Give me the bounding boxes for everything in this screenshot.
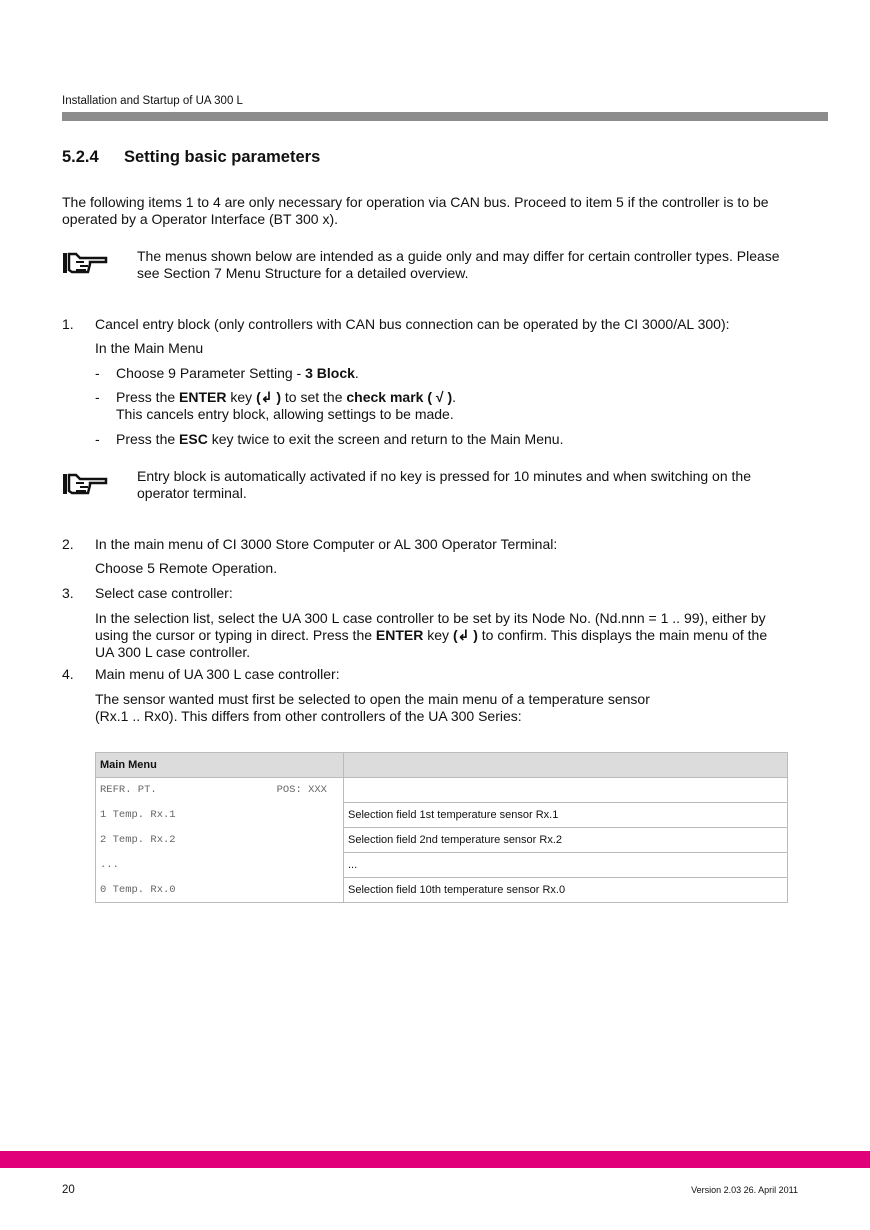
dash: - xyxy=(95,431,100,447)
table-row xyxy=(96,803,788,828)
text: The sensor wanted must first be selected to open the main menu of a temperature sensor xyxy=(95,691,650,707)
header-cell-empty xyxy=(344,753,788,778)
section-number: 5.2.4 xyxy=(62,148,99,166)
item-number: 4. xyxy=(62,666,74,682)
text: to set the xyxy=(281,389,347,405)
bullet-text xyxy=(116,389,796,423)
note-menus-guide: The menus shown below are intended as a guide only and may differ for certain controller types. Please see Section 7 Menu Structure for a detailed overview. xyxy=(137,248,780,281)
header-rule xyxy=(62,112,828,121)
item-text: Main menu of UA 300 L case controller: xyxy=(95,666,340,682)
table-row xyxy=(96,778,788,803)
table-row xyxy=(96,828,788,853)
text-bold: check mark ( √ ) xyxy=(346,389,453,405)
header-cell: Main Menu xyxy=(96,753,344,778)
enter-symbol: (↲ ) xyxy=(452,627,478,643)
item-number: 3. xyxy=(62,585,74,601)
pointing-hand-icon xyxy=(62,471,108,497)
text: key twice to exit the screen and return to the Main Menu. xyxy=(207,431,564,447)
section-heading xyxy=(62,148,320,167)
page-number: 20 xyxy=(62,1184,75,1196)
table-row xyxy=(96,853,788,878)
item-text: Select case controller: xyxy=(95,585,233,601)
menu-line: 2 Temp. Rx.2 xyxy=(96,828,344,853)
item2-sub: Choose 5 Remote Operation. xyxy=(95,560,278,576)
item3-sub xyxy=(95,610,785,661)
text-bold: ENTER xyxy=(375,627,424,643)
text: This cancels entry block, allowing settings to be made. xyxy=(116,406,454,422)
text: . xyxy=(452,389,457,405)
description-cell: ... xyxy=(344,853,788,878)
text: key xyxy=(423,627,453,643)
item4-sub xyxy=(95,691,825,725)
text: Choose 9 Parameter Setting - xyxy=(116,365,306,381)
text: (Rx.1 .. Rx0). This differs from other controllers of the UA 300 Series: xyxy=(95,708,522,724)
table-header-row xyxy=(96,753,788,778)
text: to confirm. This displays the main menu of the UA 300 L case controller. xyxy=(95,627,768,660)
note-entry-block: Entry block is automatically activated if no key is pressed for 10 minutes and when switching on the operator terminal. xyxy=(137,468,751,501)
pointing-hand-icon xyxy=(62,250,108,276)
footer-brand-bar xyxy=(0,1151,870,1168)
intro-paragraph: The following items 1 to 4 are only necessary for operation via CAN bus. Proceed to item 5 if the controller is to be operated by a Operator Interface (BT 300 x). xyxy=(62,194,769,227)
description-cell: Selection field 1st temperature sensor Rx.1 xyxy=(344,803,788,828)
menu-title: REFR. PT. xyxy=(100,784,157,797)
text: key xyxy=(226,389,257,405)
bullet-text xyxy=(116,431,796,448)
menu-line: 0 Temp. Rx.0 xyxy=(96,878,344,903)
menu-line xyxy=(96,778,344,803)
dash: - xyxy=(95,365,100,381)
item-number: 2. xyxy=(62,536,74,552)
text: . xyxy=(354,365,359,381)
text: Press the xyxy=(116,431,180,447)
item-number: 1. xyxy=(62,316,74,332)
text-bold: ENTER xyxy=(179,389,227,405)
description-cell: Selection field 2nd temperature sensor Rx.2 xyxy=(344,828,788,853)
position-readout: POS: XXX xyxy=(276,784,327,797)
dash: - xyxy=(95,389,100,405)
description-cell xyxy=(344,778,788,803)
item1-sub: In the Main Menu xyxy=(95,340,204,356)
item-text: In the main menu of CI 3000 Store Computer or AL 300 Operator Terminal: xyxy=(95,536,558,552)
section-title: Setting basic parameters xyxy=(124,148,321,166)
text-bold: ESC xyxy=(179,431,208,447)
text: In the selection list, select the UA 300 L case controller to be set by its Node No. (Nd.nnn = 1 .. 99), either by using the cursor or typing in direct. Press the xyxy=(95,610,766,643)
version-date: Version 2.03 26. April 2011 xyxy=(691,1185,798,1195)
text: Press the xyxy=(116,389,180,405)
item-text: Cancel entry block (only controllers with CAN bus connection can be operated by the CI 3000/AL 300): xyxy=(95,316,730,332)
bullet-text xyxy=(116,365,796,382)
enter-symbol: (↲ ) xyxy=(256,389,282,405)
running-header: Installation and Startup of UA 300 L xyxy=(62,95,243,107)
main-menu-table xyxy=(95,752,788,903)
menu-line: 1 Temp. Rx.1 xyxy=(96,803,344,828)
table-row xyxy=(96,878,788,903)
menu-line: ... xyxy=(96,853,344,878)
text-bold: 3 Block xyxy=(305,365,355,381)
description-cell: Selection field 10th temperature sensor Rx.0 xyxy=(344,878,788,903)
